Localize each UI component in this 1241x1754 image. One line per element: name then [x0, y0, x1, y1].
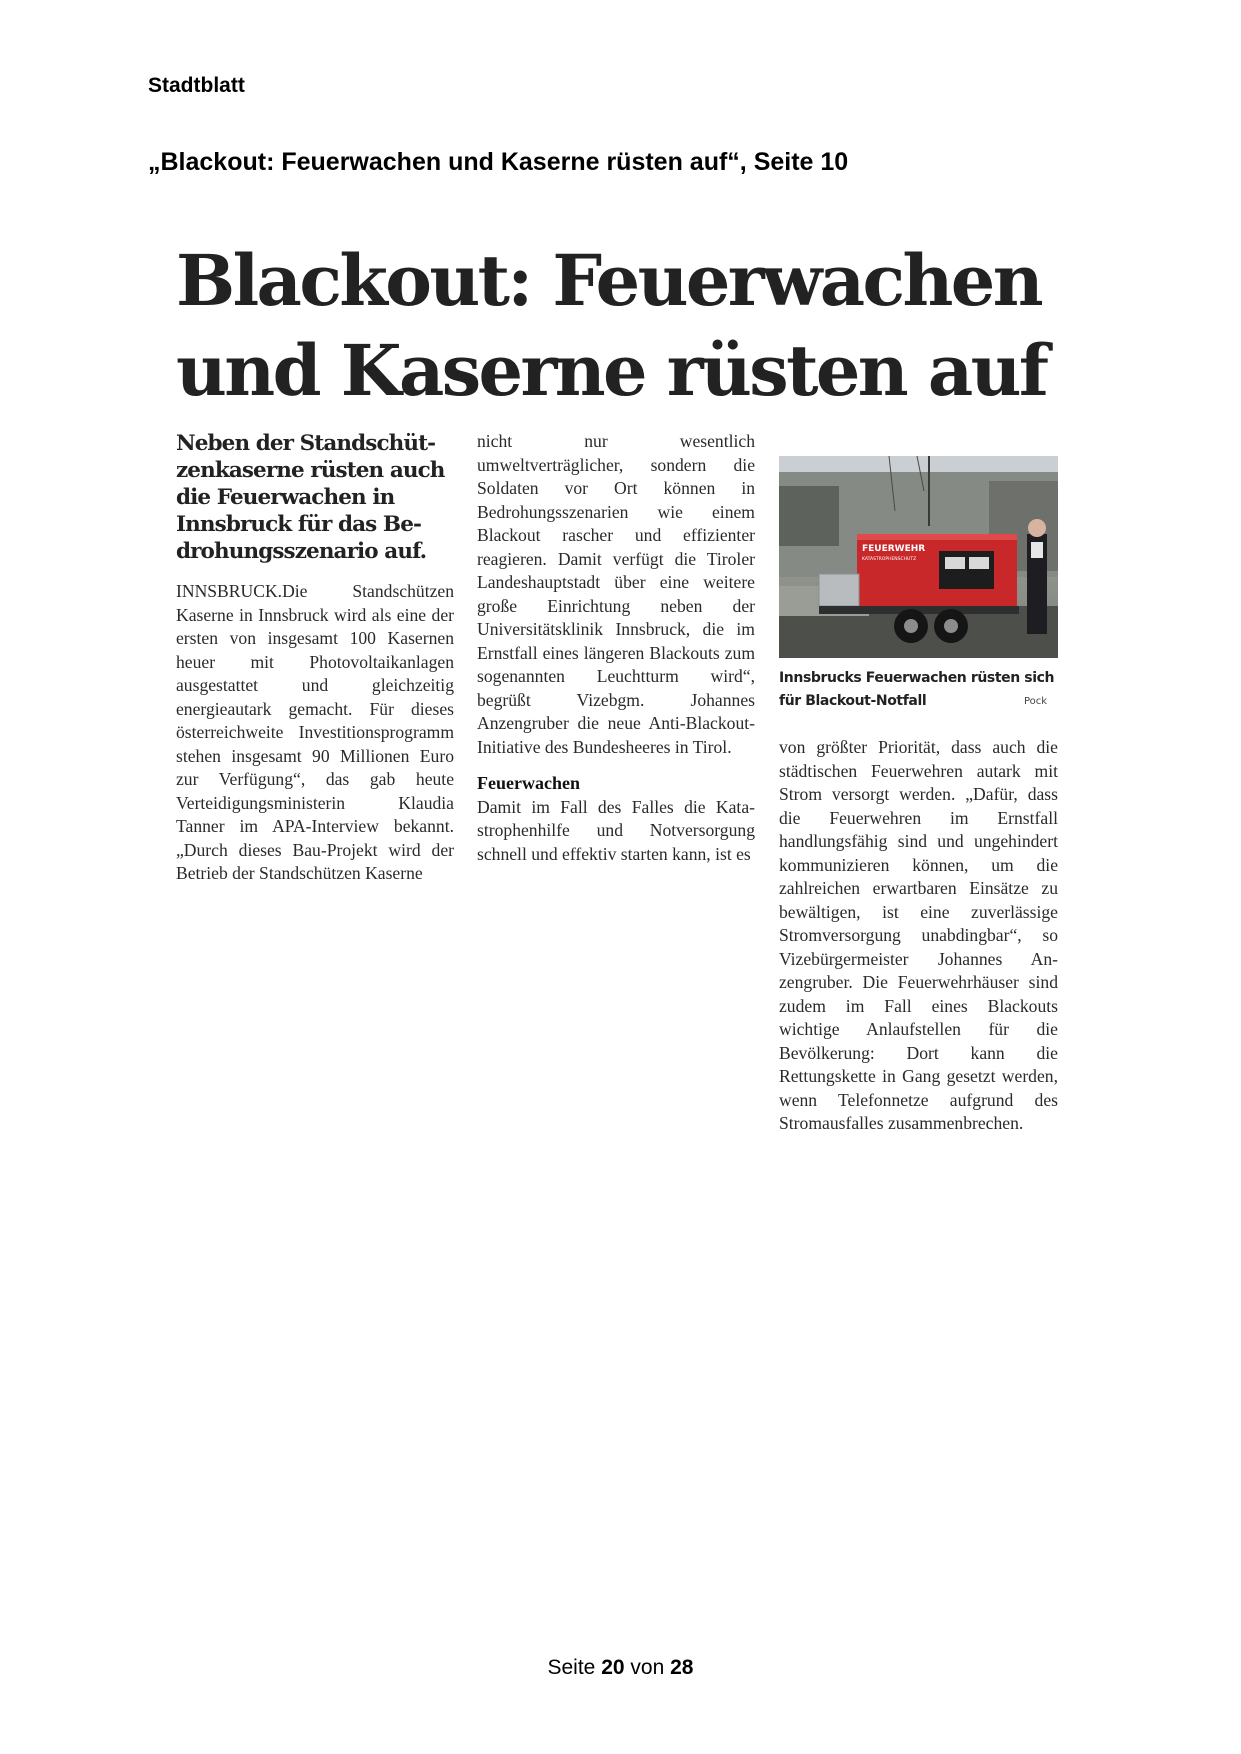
source-label: Stadtblatt	[148, 74, 245, 97]
total-pages: 28	[670, 1656, 694, 1679]
column-3	[779, 736, 1058, 1136]
article-photo	[779, 456, 1058, 658]
article-reference: „Blackout: Feuerwachen und Kaserne rüsten auf“, Seite 10	[148, 148, 849, 176]
clipping-headline-line-1: Blackout: Feuerwachen	[176, 239, 1042, 322]
fire-generator-photo	[779, 456, 1058, 658]
page-prefix: Seite	[547, 1656, 596, 1679]
lead-paragraph: Neben der Standschützenkaserne rüsten auch die Feuerwachen in Innsbruck für das Bedrohungsszenario auf.	[176, 431, 445, 564]
body-text-part-4: von größter Priorität, dass auch die städtischen Feuerwehren autark mit Strom versorgt werden. „Dafür, dass die Feuerwehren im Ernstfall handlungsfähig sind und ungehindert kommunizieren können, um die zahlreichen erwartbaren Einsätze zu bewältigen, ist eine zuverlässige Stromversorgung unabdingbar“, so Vizebürgermeister Johannes Anzengruber. Die Feuerwehrhäuser sind zudem im Fall eines Blackouts wichtige Anlaufstellen für die Bevölkerung: Dort kann die Rettungskette in Gang gesetzt werden, wenn Telefonnetze aufgrund des Stromausfalles zusammenbrechen.	[779, 737, 1058, 1133]
column-1	[176, 430, 454, 886]
body-paragraph-1	[176, 580, 454, 886]
clipping-headline-line-2: und Kaserne rüsten auf	[176, 329, 1047, 412]
page-number	[0, 1656, 1241, 1680]
generator-label: FEUERWEHR	[862, 544, 926, 554]
photo-caption: Innsbrucks Feuerwachen rüsten sich für Blackout-Notfall	[779, 670, 1055, 709]
dateline: INNSBRUCK.	[176, 581, 283, 601]
body-text-part-3: Damit im Fall des Falles die Katastrophenhilfe und Notversorgung schnell und effektiv starten kann, ist es	[477, 796, 755, 864]
body-text-part-2: nicht nur wesentlich umweltverträglicher, sondern die Soldaten vor Ort können in Bedrohungsszenarien wie einem Blackout rascher und effizienter reagieren. Damit verfügt die Tiroler Landeshauptstadt über eine weitere große Einrichtung neben der Universitätsklinik Innsbruck, die im Ernstfall eines längeren Blackouts zum sogenannten Leuchtturm wird“, begrüßt Vizebgm. Johannes Anzengruber die neue Anti-Blackout-Initiative des Bundesheeres in Tirol.	[477, 431, 755, 757]
subheading: Feuerwachen	[477, 773, 580, 793]
page-middle: von	[630, 1656, 665, 1679]
column-2	[477, 430, 755, 866]
current-page: 20	[601, 1656, 625, 1679]
clipping-headline	[176, 236, 1059, 416]
photo-credit: Pock	[1024, 696, 1048, 707]
body-text-part-1: Die Standschützen Kaserne in Innsbruck wird als eine der ersten von insgesamt 100 Kasernen heuer mit Photovoltaikanlagen ausgestattet und gleichzeitig energieautark gemacht. Für dieses österreichweite Investitionsprogramm stehen insgesamt 90 Millionen Euro zur Verfügung“, das gab heute Verteidigungsministerin Klaudia Tanner im APA-Interview bekannt. „Durch dieses Bau-Projekt wird der Betrieb der Standschützen Kaserne	[176, 581, 454, 883]
newspaper-clipping	[176, 236, 1059, 1133]
generator-sublabel: KATASTROPHENSCHUTZ	[862, 557, 917, 562]
